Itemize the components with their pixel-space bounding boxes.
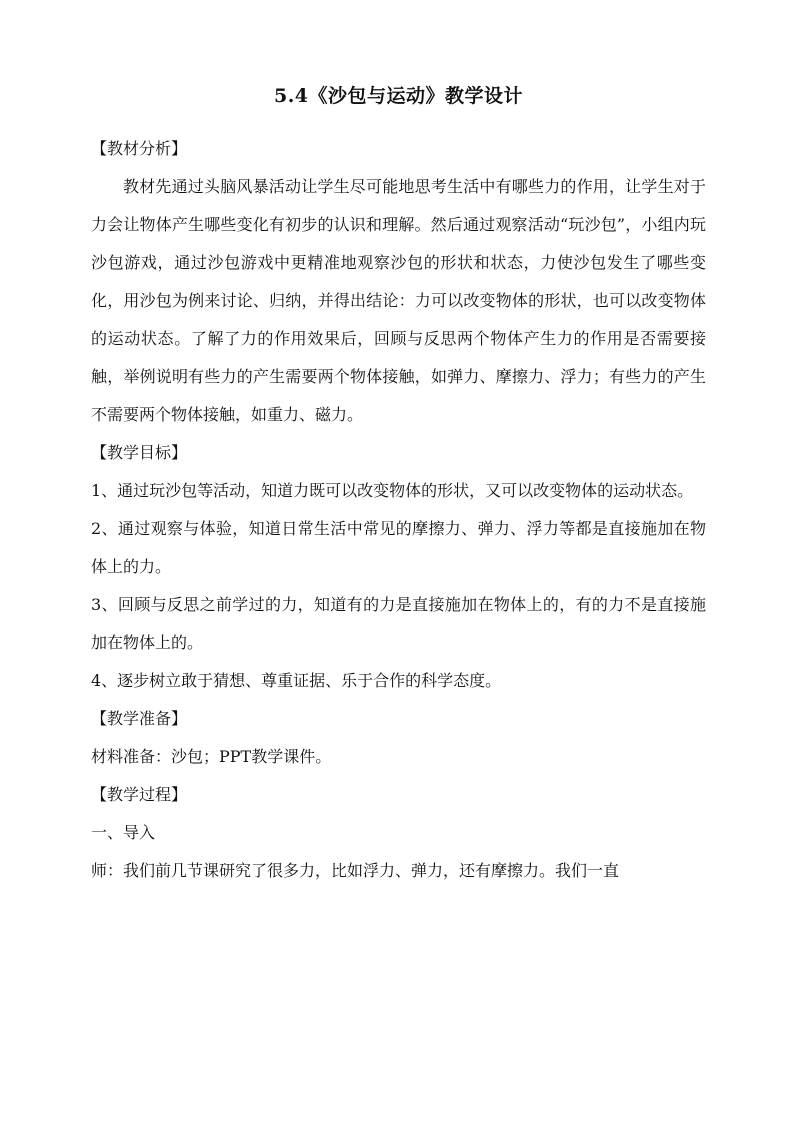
goal-item-4: 4、逐步树立敢于猜想、尊重证据、乐于合作的科学态度。 [91, 671, 502, 690]
section-heading-analysis: 【教材分析】 [91, 139, 188, 158]
goal-item-1: 1、通过玩沙包等活动，知道力既可以改变物体的形状，又可以改变物体的运动状态。 [91, 481, 694, 500]
analysis-paragraph: 教材先通过头脑风暴活动让学生尽可能地思考生活中有哪些力的作用，让学生对于力会让物体产生哪些变化有初步的认识和理解。然后通过观察活动“玩沙包”，小组内玩沙包游戏，通过沙包游戏中更精准地观察沙包的形状和状态，力使沙包发生了哪些变化，用沙包为例来讨论、归纳，并得出结论：力可以改变物体的形状，也可以改变物体的运动状态。了解了力的作用效果后，回顾与反思两个物体产生力的作用是否需要接触，举例说明有些力的产生需要两个物体接触，如弹力、摩擦力、浮力；有些力的产生不需要两个物体接触，如重力、磁力。 [91, 177, 706, 424]
section-heading-goals: 【教学目标】 [91, 443, 188, 462]
goal-item-2: 2、通过观察与体验，知道日常生活中常见的摩擦力、弹力、浮力等都是直接施加在物体上的力。 [91, 519, 706, 576]
process-paragraph: 师：我们前几节课研究了很多力，比如浮力、弹力，还有摩擦力。我们一直 [91, 861, 620, 880]
prep-paragraph: 材料准备：沙包；PPT教学课件。 [91, 747, 332, 766]
process-subheading: 一、导入 [91, 823, 156, 842]
section-heading-prep: 【教学准备】 [91, 709, 188, 728]
section-heading-process: 【教学过程】 [91, 785, 188, 804]
goal-item-3: 3、回顾与反思之前学过的力，知道有的力是直接施加在物体上的，有的力不是直接施加在物体上的。 [91, 595, 706, 652]
document-title: 5.4《沙包与运动》教学设计 [273, 85, 524, 107]
